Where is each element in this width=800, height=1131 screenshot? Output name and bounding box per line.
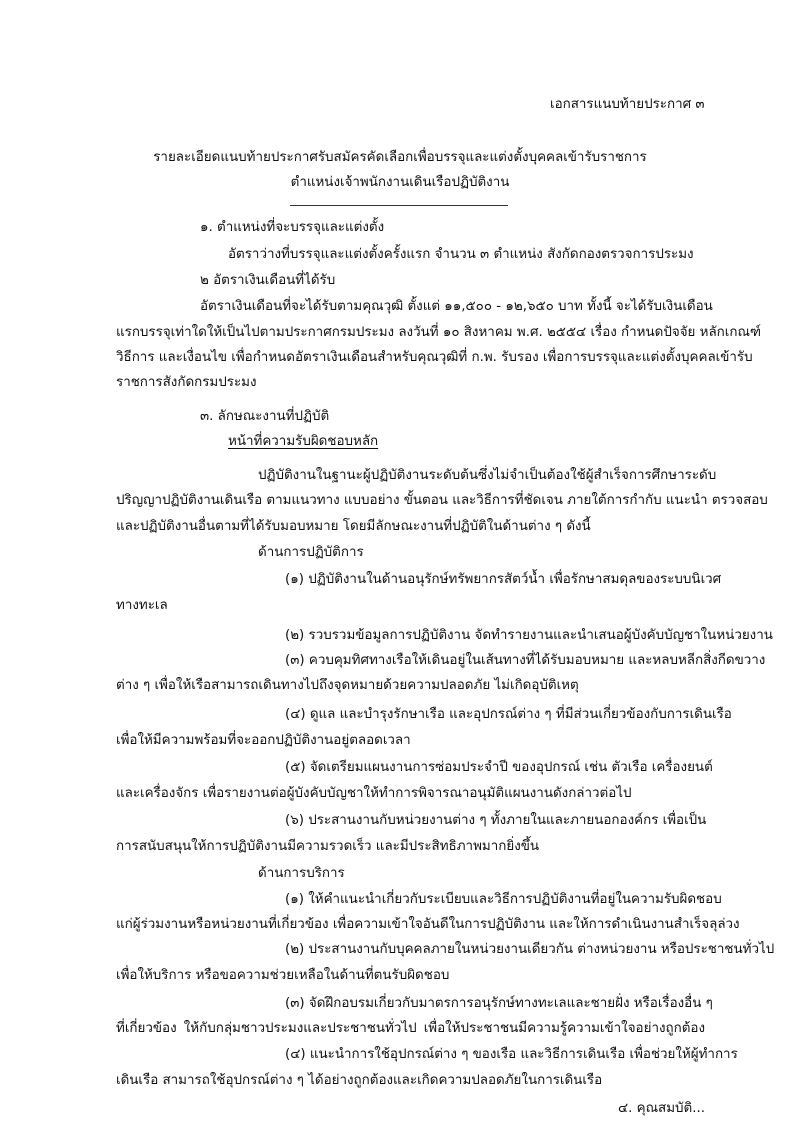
operations-item: (๒) รวบรวมข้อมูลการปฏิบัติงาน จัดทำรายงานและนำเสนอผู้บังคับบัญชาในหน่วยงาน: [285, 628, 773, 643]
operations-heading: ด้านการปฏิบัติการ: [258, 545, 364, 560]
services-heading: ด้านการบริการ: [258, 866, 345, 881]
services-item-cont: แก่ผู้ร่วมงานหรือหน่วยงานที่เกี่ยวข้อง เพื่อความเข้าใจอันดีในการปฏิบัติงาน และให้การดำเนินงานสำเร็จลุล่วง: [116, 917, 740, 932]
operations-item: (๑) ปฏิบัติงานในด้านอนุรักษ์ทรัพยากรสัตว์น้ำ เพื่อรักษาสมดุลของระบบนิเวศ: [285, 572, 722, 587]
services-item: (๓) จัดฝึกอบรมเกี่ยวกับมาตรการอนุรักษ์ทางทะเลและชายฝั่ง หรือเรื่องอื่น ๆ: [285, 996, 713, 1011]
operations-item: (๔) ดูแล และบำรุงรักษาเรือ และอุปกรณ์ต่าง ๆ ที่มีส่วนเกี่ยวข้องกับการเดินเรือ: [285, 707, 732, 722]
section-2-line: อัตราเงินเดือนที่จะได้รับตามคุณวุฒิ ตั้งแต่ ๑๑,๕๐๐ - ๑๒,๖๕๐ บาท ทั้งนี้ จะได้รับเงินเดือน: [200, 299, 713, 314]
operations-item-cont: เพื่อให้มีความพร้อมที่จะออกปฏิบัติงานอยู่ตลอดเวลา: [116, 733, 411, 748]
section-3-heading: ๓. ลักษณะงานที่ปฏิบัติ: [200, 409, 330, 424]
section-2-heading: ๒ อัตราเงินเดือนที่ได้รับ: [200, 273, 336, 288]
operations-item-cont: การสนับสนุนให้การปฏิบัติงานมีความรวดเร็ว และมีประสิทธิภาพมากยิ่งขึ้น: [116, 839, 540, 854]
continuation-note: ๔. คุณสมบัติ...: [618, 1101, 705, 1116]
section-3-intro-line: ปริญญาปฏิบัติงานเดินเรือ ตามแนวทาง แบบอย่าง ขั้นตอน และวิธีการที่ชัดเจน ภายใต้การกำกับ แนะนำ ตรวจสอบ: [116, 493, 768, 508]
section-2-line: ราชการสังกัดกรมประมง: [116, 375, 257, 390]
operations-item: (๖) ประสานงานกับหน่วยงานต่าง ๆ ทั้งภายในและภายนอกองค์กร เพื่อเป็น: [285, 813, 707, 828]
operations-item: (๕) จัดเตรียมแผนงานการซ่อมประจำปี ของอุปกรณ์ เช่น ตัวเรือ เครื่องยนต์: [285, 760, 713, 775]
section-3-subheading: หน้าที่ความรับผิดชอบหลัก: [228, 434, 379, 449]
services-item-cont: เพื่อให้บริการ หรือขอความช่วยเหลือในด้านที่ตนรับผิดชอบ: [116, 968, 450, 983]
section-1-heading: ๑. ตำแหน่งที่จะบรรจุและแต่งตั้ง: [200, 220, 385, 235]
services-item-cont: ที่เกี่ยวข้อง ให้กับกลุ่มชาวประมงและประชาชนทั่วไป เพื่อให้ประชาชนมีความรู้ความเข้าใจอย่างถูกต้อง: [116, 1021, 705, 1036]
section-2-line: แรกบรรจุเท่าใดให้เป็นไปตามประกาศกรมประมง ลงวันที่ ๑๐ สิงหาคม พ.ศ. ๒๕๕๔ เรื่อง กำหนดปัจจัย หลักเกณฑ์: [116, 325, 762, 340]
operations-item: (๓) ควบคุมทิศทางเรือให้เดินอยู่ในเส้นทางที่ได้รับมอบหมาย และหลบหลีกสิ่งกีดขวาง: [285, 653, 766, 668]
header-note: เอกสารแนบท้ายประกาศ ๓: [550, 97, 705, 112]
operations-item-cont: ต่าง ๆ เพื่อให้เรือสามารถเดินทางไปถึงจุดหมายด้วยความปลอดภัย ไม่เกิดอุบัติเหตุ: [116, 678, 579, 693]
services-item: (๑) ให้คำแนะนำเกี่ยวกับระเบียบและวิธีการปฏิบัติงานที่อยู่ในความรับผิดชอบ: [285, 892, 722, 907]
title-line-1: รายละเอียดแนบท้ายประกาศรับสมัครคัดเลือกเพื่อบรรจุและแต่งตั้งบุคคลเข้ารับราชการ: [153, 150, 647, 165]
services-item: (๔) แนะนำการใช้อุปกรณ์ต่าง ๆ ของเรือ และวิธีการเดินเรือ เพื่อช่วยให้ผู้ทำการ: [285, 1047, 738, 1062]
services-item-cont: เดินเรือ สามารถใช้อุปกรณ์ต่าง ๆ ได้อย่างถูกต้องและเกิดความปลอดภัยในการเดินเรือ: [116, 1073, 603, 1088]
operations-item-cont: และเครื่องจักร เพื่อรายงานต่อผู้บังคับบัญชาให้ทำการพิจารณาอนุมัติแผนงานดังกล่าวต่อไป: [116, 786, 632, 801]
operations-item-cont: ทางทะเล: [116, 598, 168, 613]
title-line-2: ตำแหน่งเจ้าพนักงานเดินเรือปฏิบัติงาน: [290, 175, 510, 190]
title-divider: [290, 205, 508, 206]
section-3-intro-line: ปฏิบัติงานในฐานะผู้ปฏิบัติงานระดับต้นซึ่งไม่จำเป็นต้องใช้ผู้สำเร็จการศึกษาระดับ: [258, 468, 717, 483]
services-item: (๒) ประสานงานกับบุคคลภายในหน่วยงานเดียวกัน ต่างหน่วยงาน หรือประชาชนทั่วไป: [285, 942, 775, 957]
section-1-text: อัตราว่างที่บรรจุและแต่งตั้งครั้งแรก จำนวน ๓ ตำแหน่ง สังกัดกองตรวจการประมง: [228, 247, 694, 262]
section-3-intro-line: และปฏิบัติงานอื่นตามที่ได้รับมอบหมาย โดยมีลักษณะงานที่ปฏิบัติในด้านต่าง ๆ ดังนี้: [116, 519, 591, 534]
section-2-line: วิธีการ และเงื่อนไข เพื่อกำหนดอัตราเงินเดือนสำหรับคุณวุฒิที่ ก.พ. รับรอง เพื่อการบรรจุและแต่งตั้งบุคคลเข้ารับ: [116, 350, 753, 365]
